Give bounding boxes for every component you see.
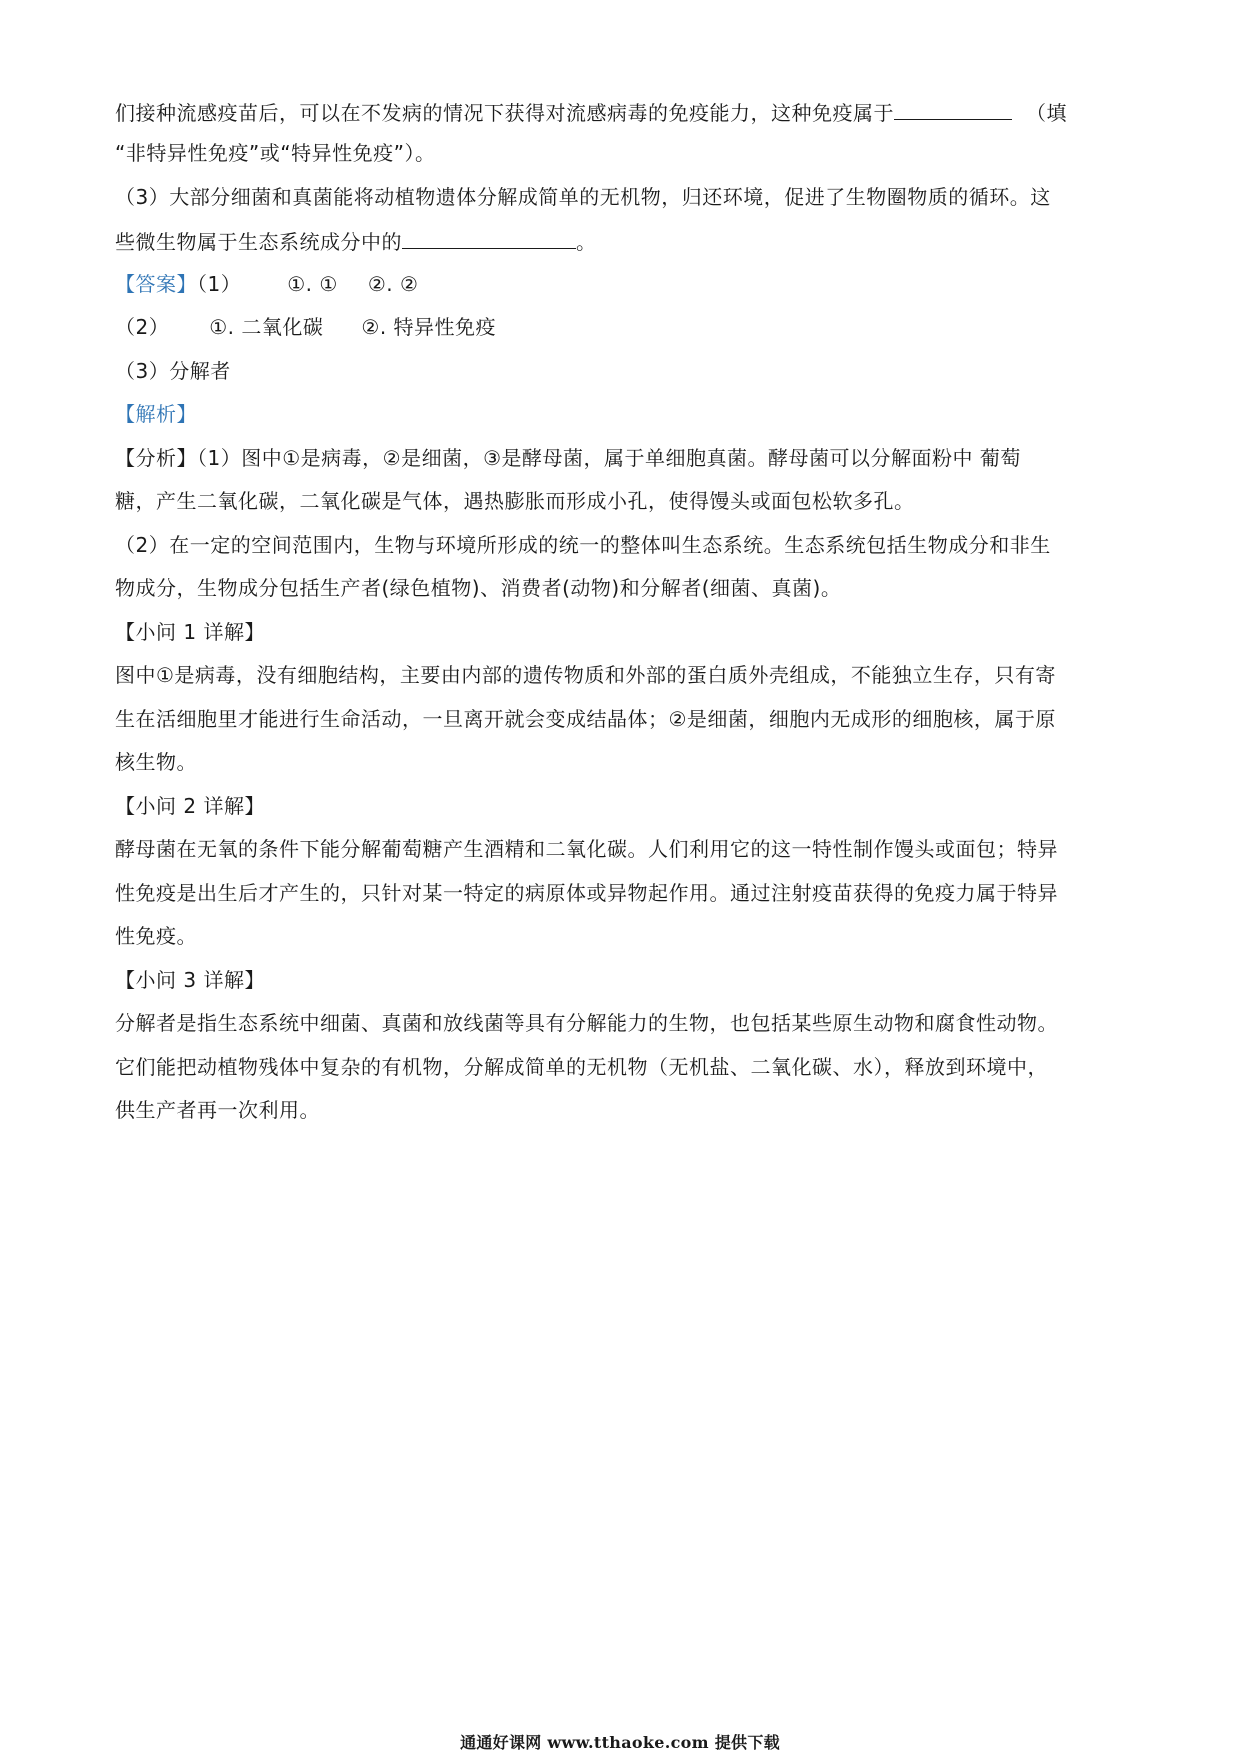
sub-question-3-title: 【小问 3 详解】 (115, 968, 265, 992)
analysis-fenxi-3: （2）在一定的空间范围内，生物与环境所形成的统一的整体叫生态系统。生态系统包括生物成分和非生 (115, 533, 1051, 557)
question-3-end: 。 (576, 230, 597, 254)
sub-question-2-title: 【小问 2 详解】 (115, 794, 265, 818)
sub-question-2-line-1: 酵母菌在无氧的条件下能分解葡萄糖产生酒精和二氧化碳。人们利用它的这一特性制作馒头或面包；特异 (115, 837, 1058, 861)
answer-part-1-b: ②. ② (367, 272, 419, 296)
sub-question-3-line-3: 供生产者再一次利用。 (115, 1098, 320, 1122)
analysis-fenxi-2: 糖，产生二氧化碳，二氧化碳是气体，遇热膨胀而形成小孔，使得馒头或面包松软多孔。 (115, 489, 915, 513)
question-2-line-2: “非特异性免疫”或“特异性免疫”）。 (115, 141, 436, 165)
answer-part-1-a: ①. ① (287, 272, 338, 296)
answer-blank (894, 97, 1012, 120)
sub-question-2-line-3: 性免疫。 (115, 924, 197, 948)
sub-question-1-line-2: 生在活细胞里才能进行生命活动，一旦离开就会变成结晶体；②是细菌，细胞内无成形的细胞核，属于原 (115, 707, 1056, 731)
sub-question-3-line-1: 分解者是指生态系统中细菌、真菌和放线菌等具有分解能力的生物，也包括某些原生动物和腐食性动物。 (115, 1011, 1058, 1035)
analysis-fenxi-1: 【分析】（1）图中①是病毒，②是细菌，③是酵母菌，属于单细胞真菌。酵母菌可以分解面粉中 葡萄 (115, 446, 1021, 470)
sub-question-1-title: 【小问 1 详解】 (115, 620, 265, 644)
answer-line-1 (115, 270, 418, 298)
question-2-text: 们接种流感疫苗后，可以在不发病的情况下获得对流感病毒的免疫能力，这种免疫属于 (115, 101, 894, 125)
answer-blank (402, 226, 576, 249)
sub-question-1-line-3: 核生物。 (115, 750, 197, 774)
answer-part-2-label: （2） (115, 315, 170, 339)
answer-line-3: （3）分解者 (115, 359, 231, 383)
sub-question-1-line-1: 图中①是病毒，没有细胞结构，主要由内部的遗传物质和外部的蛋白质外壳组成，不能独立生存，只有寄 (115, 663, 1056, 687)
answer-part-2-a: ①. 二氧化碳 (209, 315, 324, 339)
question-3-line-1: （3）大部分细菌和真菌能将动植物遗体分解成简单的无机物，归还环境，促进了生物圈物质的循环。这 (115, 185, 1051, 209)
answer-line-2 (115, 313, 496, 341)
sub-question-2-line-2: 性免疫是出生后才产生的，只针对某一特定的病原体或异物起作用。通过注射疫苗获得的免疫力属于特异 (115, 881, 1058, 905)
question-3-line-2 (115, 226, 597, 256)
question-2-hint: （填 (1026, 101, 1067, 125)
page-footer: 通通好课网 www.tthaoke.com 提供下载 (460, 1733, 780, 1752)
answer-part-2-b: ②. 特异性免疫 (361, 315, 497, 339)
answer-part-1-label: （1） (197, 272, 242, 296)
answer-tag: 【答案】 (115, 272, 197, 296)
question-3-text: 些微生物属于生态系统成分中的 (115, 230, 402, 254)
sub-question-3-line-2: 它们能把动植物残体中复杂的有机物，分解成简单的无机物（无机盐、二氧化碳、水），释放到环境中， (115, 1055, 1048, 1079)
analysis-fenxi-4: 物成分，生物成分包括生产者(绿色植物)、消费者(动物)和分解者(细菌、真菌)。 (115, 576, 842, 600)
question-2-line-1 (115, 97, 1067, 127)
analysis-tag: 【解析】 (115, 402, 197, 426)
